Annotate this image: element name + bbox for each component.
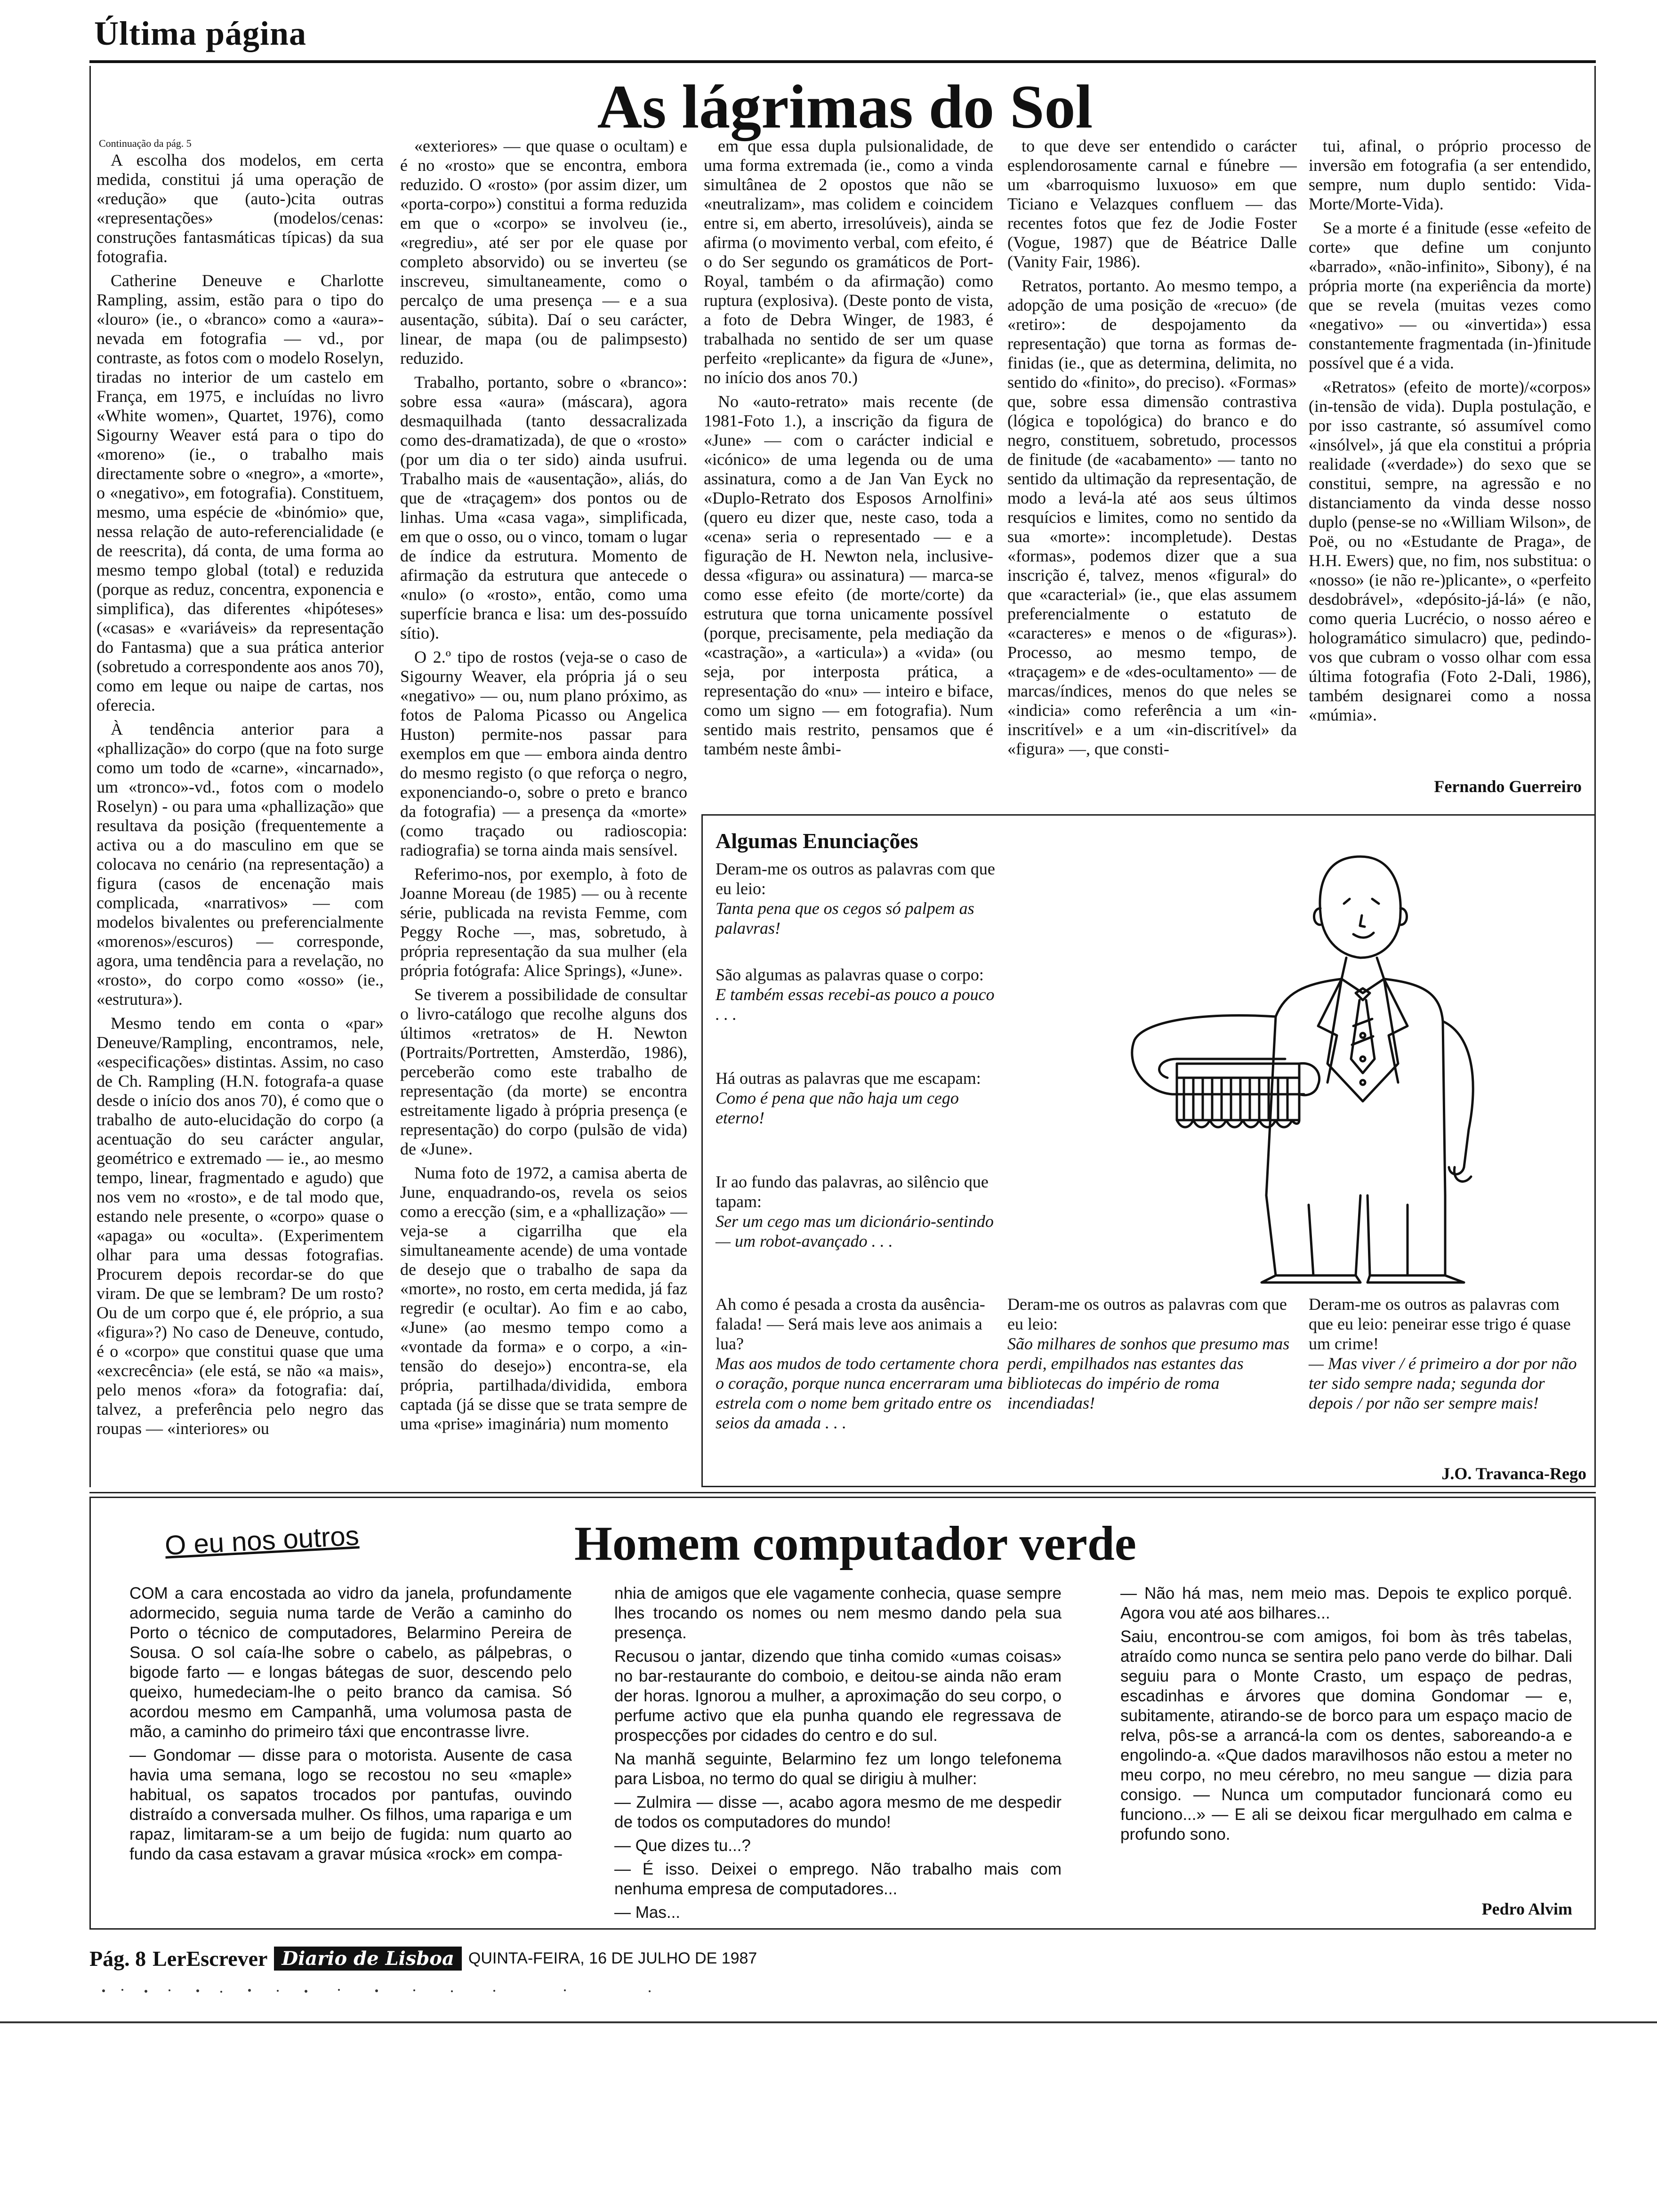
stanza-text: São algumas as palavras quase o corpo: (716, 965, 984, 984)
article-column-2 (400, 136, 687, 1487)
poem-title: Algumas Enunciações (716, 829, 918, 853)
supplement-name: LerEscrever (153, 1947, 268, 1971)
paragraph: to que deve ser entendido o carácter esplendorosamente carnal e fúnebre — um «barroquismo luxuoso» em que Ticiano e Velazques confluem — das recentes fotos que fez de Jodie Foster (Vogue, 1987) que de Béatrice Dalle (Vanity Fair, 1986). (1007, 136, 1297, 271)
stanza-italic: E também essas recebi-as pouco a pouco . . . (716, 985, 995, 1024)
paragraph: «Retratos» (efeito de morte)/«corpos» (in-tensão de vida). Dupla postulação, e por isso castrante, só assumível como «insólvel», já que ela constitui a própria realidade («verdade») do sexo que se constitui, sempre, na agressão e no distanciamento da vinda desse nosso duplo (pense-se no «William Wilson», de Poë, ou no «Estudante de Praga», de H.H. Ewers) que, no fim, nos substitua: o «nosso» (ie não re-)plicante», o «perfeito desdobrável», «depósito-já-lá» (e não, como queria Lucrécio, o nosso aéreo e hologramático simulacro) que, pedindo-vos que cubram o vosso olhar com essa última fotografia (Foto 2-Dali, 1986), também designarei como a nossa «múmia». (1309, 377, 1591, 724)
paragraph: — Gondomar — disse para o motorista. Ausente de casa havia uma semana, logo se recostou no seu «maple» habitual, os sapatos trocados por pantufas, ouvindo distraído a conversada mulher. Os filhos, uma rapariga e um rapaz, limitaram-se a um beijo de fugida: num quarto ao fundo da casa estavam a gravar música «rock» em compa- (129, 1746, 572, 1863)
article-column-4 (1007, 136, 1297, 805)
story-column-1 (129, 1584, 572, 1923)
stanza-text: Deram-me os outros as palavras com que eu leio: peneirar esse trigo é quase um crime! (1309, 1295, 1571, 1353)
paragraph: Numa foto de 1972, a camisa aberta de June, enquadrando-os, revela os seios como a erecção (sim, e a «phallização» — veja-se a cigarrilha que ela simultaneamente acende) de uma vontade de desejo que o trabalho de sapa da «morte», no rosto, em certa medida, já faz regredir (e ocultar). Ao fim e ao cabo, «June» (ao mesmo tempo como a «vontade da forma» e o corpo, a «in-tensão do desejo») encontra-se, ela própria, partilhada/dividida, embora captada (já se disse que se trata sempre de uma «prise» imaginária) num momento (400, 1163, 687, 1433)
paragraph: — É isso. Deixei o emprego. Não trabalho mais com nenhuma empresa de computadores... (614, 1860, 1062, 1898)
paragraph: Retratos, portanto. Ao mesmo tempo, a adopção de uma posição de «recuo» (de «retiro»: de despojamento da representação) que torna as formas de-finidas (ie., que as determina, delimita, no sentido do «finito», do preciso). «Formas» que, sobre essa dimensão contrastiva (lógica e topológica) do branco e do negro, constituem, sobretudo, processos de finitude (de «acabamento» — tanto no sentido da ultimação da representação, de modo a levá-la até aos seus últimos resquícios e limites, como no sentido da sua «morte»: incompletude). Destas «formas», podemos dizer que a sua inscrição é, talvez, menos «figural» do que «caracterial» (ie., que elas assumem preferencialmente o estatuto de «caracteres» e menos o de «figuras»). Processo, ao mesmo tempo, de «traçagem» e de «des-ocultamento» — de marcas/índices, menos do que neles se «indicia» como referência a um «in-inscritível» e a um «in-discritível» da «figura» —, que consti- (1007, 276, 1297, 758)
newspaper-masthead: Diario de Lisboa (274, 1947, 461, 1971)
continuation-note: Continuação da pág. 5 (99, 137, 192, 149)
issue-date: QUINTA-FEIRA, 16 DE JULHO DE 1987 (468, 1949, 757, 1967)
article-column-1 (97, 151, 384, 1487)
stanza-text: Ir ao fundo das palavras, ao silêncio que tapam: (716, 1172, 989, 1211)
story-column-2 (614, 1584, 1062, 1923)
paragraph: Saiu, encontrou-se com amigos, foi bom às três tabelas, atraído como nunca se sentira pelo pano verde do bilhar. Dali seguiu para o Monte Crasto, um espaço de pedras, escadinhas e árvores que domina Gondomar — e, subitamente, atirando-se de borco para um espaço macio de relva, pôs-se a arrancá-la com os dentes, saboreando-a e engolindo-a. «Que dados maravilhosos não estou a meter no meu corpo, no meu cérebro, no meu sangue — dizia para consigo. — Nunca um computador funcionará como eu funciono...» — E ali se deixou ficar mergulhado em calma e profundo sono. (1120, 1627, 1572, 1843)
man-with-piano-illustration (1106, 838, 1577, 1285)
paragraph: Referimo-nos, por exemplo, à foto de Joanne Moreau (de 1985) — ou à recente série, publicada na revista Femme, com Peggy Roche —, mas, sobretudo, à própria representação da sua mulher (ela própria fotógrafa: Alice Springs), «June». (400, 865, 687, 980)
stanza-text: Há outras as palavras que me escapam: (716, 1069, 981, 1088)
poem-byline: J.O. Travanca-Rego (1441, 1464, 1586, 1483)
stanza (1007, 1294, 1290, 1413)
stanza-text: Deram-me os outros as palavras com que eu leio: (1007, 1295, 1287, 1333)
headline: As lágrimas do Sol (597, 72, 1093, 141)
scan-edge-line (0, 2021, 1657, 2023)
paragraph: em que essa dupla pulsionalidade, de uma forma extremada (ie., como a vinda simultânea de 2 opostos que não se «neutralizam», mas colidem e coincidem entre si, em aberto, irresolúveis), ainda se afirma (o movimento verbal, com efeito, é o do Ser segundo os gramáticos de Port-Royal, também o da afirmação) como ruptura (explosiva). (Deste ponto de vista, a foto de Debra Winger, de 1983, é trabalhada no sentido de ser um quase perfeito «replicante» da figura de «June», no início dos anos 70.) (704, 136, 993, 387)
stanza-italic: — Mas viver / é primeiro a dor por não ter sido sempre nada; segunda dor depois / por não ser sempre mais! (1309, 1354, 1577, 1412)
stanza-italic: Como é pena que não haja um cego eterno! (716, 1089, 959, 1127)
stanza-italic: Tanta pena que os cegos só palpem as palavras! (716, 899, 974, 938)
paragraph: À tendência anterior para a «phallização» do corpo (que na foto surge como um todo de «carne», «incarnado», um «tronco»-vd., fotos com o modelo Roselyn) - ou para uma «phallização» que resultava da posição (frequentemente a activa ou a do masculino em que se colocava no cenário (na representação) a figura (casos de encenação mais complicada, «narrativos» — com modelos bivalentes ou preferencialmente «morenos»/escuros) — corresponde, agora, uma tendência para a revelação, no «rosto», do corpo como «osso» (ie., «estrutura»). (97, 720, 384, 1009)
article-column-5 (1309, 136, 1591, 762)
article-column-3 (704, 136, 993, 805)
top-rule (89, 60, 1596, 63)
section-label-2: O eu nos outros (164, 1520, 360, 1561)
stanza (716, 1068, 998, 1128)
paragraph: Catherine Deneuve e Charlotte Rampling, assim, estão para o tipo do «louro» (ie., o «branco» como a «aura»-nevada em fotografia — vd., por contraste, as fotos com o modelo Roselyn, tiradas no interior de um castelo em França, em 1975, e incluídas no livro «White women», Quartet, 1976), como Sigourny Weaver está para o tipo do «moreno» (ie., o trabalho mais directamente sobre o «negro», a «morte», o «negativo», em fotografia). Constituem, mesmo, uma espécie de «binómio» que, nessa relação de auto-referencialidade (e de reescrita), dá conta, de uma forma ao mesmo tempo global (total) e reduzida (porque as reduz, concentra, exponencia e simplifica), das diferentes «hipóteses» («casas» e «variáveis» da representação do Fantasma) que a sua prática anterior (sobretudo a correspondente aos anos 70), como em leque ou naipe de cartas, nos oferecia. (97, 271, 384, 714)
paragraph: tui, afinal, o próprio processo de inversão em fotografia (a ser entendido, sempre, num duplo sentido: Vida-Morte/Morte-Vida). (1309, 136, 1591, 213)
stanza-text: Deram-me os outros as palavras com que eu leio: (716, 859, 995, 898)
paragraph: Se a morte é a finitude (esse «efeito de corte» que define um conjunto «barrado», «não-infinito», Sibony), é na própria morte (na experiência da morte) que se revela (muitas vezes como «negativo» — ou «invertida») essa constantemente fragmentada (in-)finitude possível que é a vida. (1309, 218, 1591, 372)
stanza (716, 1172, 998, 1251)
paragraph: Mesmo tendo em conta o «par» Deneuve/Rampling, encontramos, nele, «especificações» distintas. Assim, no caso de Ch. Rampling (H.N. fotografa-a quase desde o início dos anos 70), é como que o trabalho de auto-elucidação do corpo (a acentuação do seu carácter angular, geométrico e extremado — ie., ao mesmo tempo, linear, fragmentado e agudo) que nos vem no «rosto», e de tal modo que, estando nele presente, o «corpo» quase o «apaga» ou «oculta». (Experimentem olhar para uma dessas fotografias. Procurem depois recordar-se do que viram. De que se lembram? De um rosto? Ou de um corpo que é, ele próprio, a sua «figura»?) No caso de Deneuve, contudo, é o «corpo» que constitui quase que uma «excrecência» (ele está, se não «a mais», pelo menos «fora» da fotografia: daí, talvez, a preferência pelo negro das roupas — «interiores» ou (97, 1014, 384, 1438)
paragraph: Recusou o jantar, dizendo que tinha comido «umas coisas» no bar-restaurante do comboio, e deitou-se ainda não eram der horas. Ignorou a mulher, a aproximação do seu corpo, o perfume activo que ela punha quando ele regressava de prospecções por cidades do centro e do sul. (614, 1647, 1062, 1745)
stanza-italic: São milhares de sonhos que presumo mas perdi, empilhados nas estantes das bibliotecas do império de roma incendiadas! (1007, 1334, 1290, 1412)
story-column-3 (1120, 1584, 1572, 1885)
story-byline: Pedro Alvim (1481, 1899, 1572, 1918)
stanza-italic: Mas aos mudos de todo certamente chora o coração, porque nunca encerraram uma estrela com o nome bem gritado entre os seios da amada . . . (716, 1354, 1003, 1432)
stanza-text: Ah como é pesada a crosta da ausência-falada! — Será mais leve aos animais a lua? (716, 1295, 985, 1353)
stanza (716, 1294, 1007, 1433)
paragraph: No «auto-retrato» mais recente (de 1981-Foto 1.), a inscrição da figura de «June» — com o carácter indicial e «icónico» de uma legenda ou de uma assinatura, como a de Jan Van Eyck no «Duplo-Retrato dos Esposos Arnolfini» (quero eu dizer que, neste caso, toda a «cena» seria o representado — e a figuração de H. Newton nela, inclusive-dessa «figura» ou assinatura) — marca-se como esse efeito (de morte/corte) da estrutura que torna unicamente possível (porque, precisamente, pela mediação da «castração», a «articula») a «vida» (ou seja, por interposta prática, a representação do «nu» — inteiro e biface, como um signo — em fotografia). Num sentido mais restrito, pensamos que é também neste âmbi- (704, 392, 993, 758)
paragraph: «exteriores» — que quase o ocultam) e é no «rosto» que se encontra, embora reduzido. O «rosto» (por assim dizer, um «porta-corpo») constitui a forma reduzida em que o «corpo» se involveu (ie., «regrediu», até ser por ele quase por completo absorvido) ou se inverteu (se inscreveu, simultaneamente, como o percalço de uma presença — e a sua ausentação, súbita). Daí o seu carácter, linear, de mapa (ou de palimpsesto) reduzido. (400, 136, 687, 368)
section-label: Última página (94, 15, 307, 52)
paragraph: — Mas... (614, 1903, 681, 1922)
page-number: Pág. 8 (89, 1947, 146, 1971)
paragraph: — Não há mas, nem meio mas. Depois te explico porquê. Agora vou até aos bilhares... (1120, 1584, 1572, 1622)
paragraph: Trabalho, portanto, sobre o «branco»: sobre essa «aura» (máscara), agora desmaquilhada (tanto dessacralizada como des-dramatizada), de que o «rosto» (por um dia o ter sido) ainda usufrui. Trabalho mais de «ausentação», aliás, do que de «traçagem» dos pontos ou de linhas. Uma «casa vaga», simplificada, em que o osso, ou o vinco, tomam o lugar de índice da estrutura. Momento de afirmação da estrutura que antecede o «nulo» (o «rosto», então, como uma superfície branca e lisa: um des-possuído sítio). (400, 373, 687, 642)
paragraph: nhia de amigos que ele vagamente conhecia, quase sempre lhes trocando os nomes ou nem mesmo dando pela sua presença. (614, 1584, 1062, 1642)
paragraph: — Que dizes tu...? (614, 1836, 751, 1855)
stanza (716, 859, 998, 938)
paragraph: COM a cara encostada ao vidro da janela, profundamente adormecido, seguia numa tarde de Verão a caminho do Porto o técnico de computadores, Belarmino Pereira de Sousa. O sol caía-lhe sobre o cabelo, as pálpebras, o bigode farto — e longas bátegas de suor, descendo pelo queixo, humedeciam-lhe o peito branco da camisa. Só acordou mesmo em Campanhã, uma volumosa pasta de mão, a caminho do primeiro táxi que encontrasse livre. (129, 1584, 572, 1741)
byline: Fernando Guerreiro (1434, 777, 1582, 796)
paragraph: Se tiverem a possibilidade de consultar o livro-catálogo que recolhe alguns dos últimos «retratos» de H. Newton (Portraits/Portretten, Amsterdão, 1986), perceberão como este trabalho de representação (da morte) se encontra estreitamente ligado à própria presença (e representação) do corpo (pulsão de vida) de «June». (400, 985, 687, 1158)
paragraph: O 2.º tipo de rostos (veja-se o caso de Sigourny Weaver, ela própria já o seu «negativo» — ou, num plano próximo, as fotos de Paloma Picasso ou Angelica Huston) permite-nos passar para exemplos em que — embora ainda dentro do mesmo registo (o que reforça o negro, exponenciando-o, sobre o preto e branco da fotografia) — a presença da «morte» (como traçado ou radioscopia: radiografia) se torna ainda mais sensível. (400, 648, 687, 859)
page-footer (89, 1946, 757, 1971)
paragraph: Na manhã seguinte, Belarmino fez um longo telefonema para Lisboa, no termo do qual se dirigiu à mulher: (614, 1750, 1062, 1788)
stanza (716, 965, 998, 1024)
scan-specks (94, 1986, 706, 1996)
paragraph: A escolha dos modelos, em certa medida, constitui já uma operação de «redução» que (auto-)cita outras «representações» (modelos/cenas: construções fantasmáticas típicas) da sua fotografia. (97, 151, 384, 266)
stanza (1309, 1294, 1586, 1413)
stanza-italic: Ser um cego mas um dicionário-sentindo — um robot-avançado . . . (716, 1212, 994, 1250)
headline-2: Homem computador verde (574, 1516, 1136, 1571)
section-divider (89, 1492, 1596, 1493)
paragraph: — Zulmira — disse —, acabo agora mesmo de me despedir de todos os computadores do mundo! (614, 1793, 1062, 1831)
